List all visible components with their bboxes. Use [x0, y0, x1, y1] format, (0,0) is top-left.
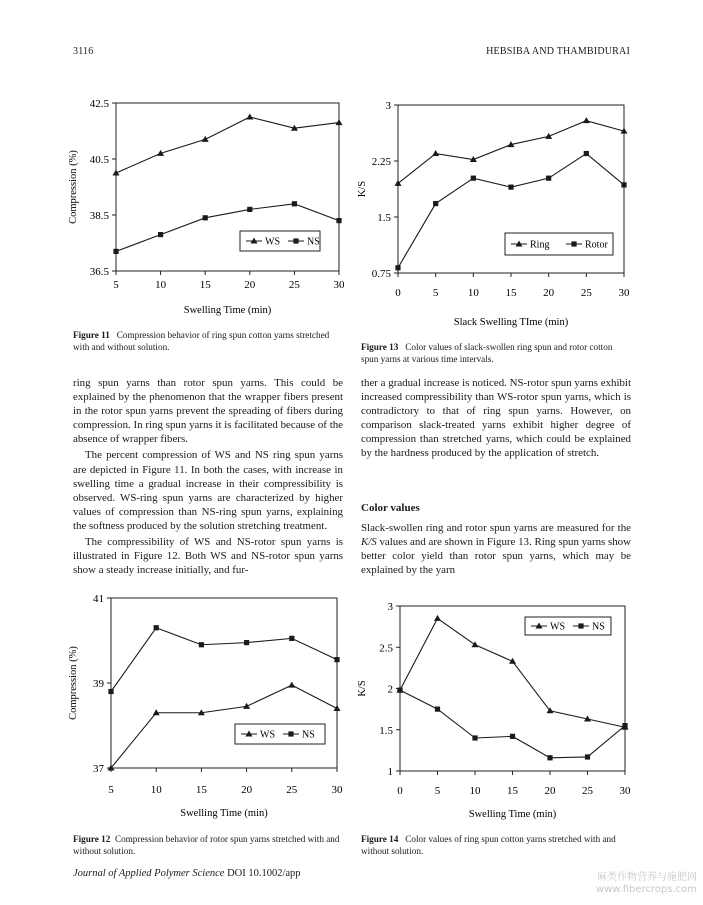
y-tick-label: 40.5: [89, 154, 109, 166]
paragraph: ring spun yarns than rotor spun yarns. This could be explained by the phenomenon that the wrapper fibers present in the rotor spun yarns prevent the spreading of fibers during compression. In ring spun yarns it is facilitated because of the absence of wrapper fibers.: [73, 377, 343, 446]
y-axis-label: K/S: [357, 180, 368, 198]
right-column-text-2: [361, 521, 631, 579]
legend-marker: [578, 623, 583, 628]
x-tick-label: 20: [244, 279, 256, 291]
data-point-rotor: [584, 151, 589, 156]
data-point-ws: [334, 705, 341, 711]
journal-name: Journal of Applied Polymer Science: [73, 868, 225, 879]
legend-label: WS: [265, 236, 280, 248]
data-point-ns: [199, 642, 204, 647]
watermark-line-1: 麻类作物营养与施肥网: [597, 872, 697, 883]
x-tick-label: 15: [507, 785, 518, 797]
data-point-ws: [288, 682, 295, 688]
x-tick-label: 30: [618, 287, 630, 299]
data-point-ws: [434, 615, 441, 621]
ks-term: K/S: [361, 536, 377, 549]
figure-14-caption: [361, 834, 633, 857]
data-point-ns: [247, 207, 252, 212]
x-tick-label: 5: [108, 784, 114, 796]
y-tick-label: 3: [385, 100, 391, 112]
journal-footer: [73, 868, 301, 879]
y-tick-label: 1: [387, 766, 393, 778]
y-tick-label: 37: [93, 763, 104, 775]
y-tick-label: 2.25: [371, 156, 391, 168]
legend-label: Ring: [530, 239, 550, 251]
x-tick-label: 25: [580, 287, 592, 299]
data-point-ns: [203, 215, 208, 220]
x-axis-label: Swelling Time (min): [180, 808, 268, 819]
y-tick-label: 38.5: [89, 210, 109, 222]
x-tick-label: 25: [288, 279, 300, 291]
y-tick-label: 41: [93, 593, 104, 605]
paragraph: ther a gradual increase is noticed. NS-rotor spun yarns exhibit increased compressibility than WS-rotor spun yarns, which is contradictory to that of ring spun yarns. However, on comparison slack-treated yarns exhibit higher degree of compression than stretched yarns, which could be explained by the hardness produced by the application of stretch.: [361, 377, 631, 460]
data-point-ns: [244, 640, 249, 645]
series-line-ns: [111, 628, 337, 692]
x-axis-label: Slack Swelling TIme (min): [453, 317, 569, 328]
x-tick-label: 5: [113, 279, 119, 291]
section-heading-color-values: Color values: [361, 502, 420, 514]
data-point-ns: [334, 657, 339, 662]
legend-label: NS: [307, 236, 320, 248]
data-point-rotor: [546, 176, 551, 181]
data-point-ring: [583, 117, 590, 123]
x-tick-label: 0: [395, 287, 401, 299]
x-tick-label: 20: [543, 287, 555, 299]
y-tick-label: 42.5: [89, 98, 109, 110]
x-tick-label: 30: [333, 279, 345, 291]
data-point-ns: [336, 218, 341, 223]
x-tick-label: 30: [331, 784, 343, 796]
legend-label: NS: [302, 729, 315, 741]
y-tick-label: 0.75: [371, 268, 391, 280]
watermark: [596, 872, 697, 896]
figure-13-caption: [361, 342, 631, 365]
data-point-ws: [243, 703, 250, 709]
legend-marker: [293, 238, 298, 243]
watermark-line-2: www.fibercrops.com: [595, 884, 697, 895]
series-line-ws: [116, 117, 339, 173]
data-point-ws: [472, 641, 479, 647]
data-point-ns: [158, 232, 163, 237]
y-tick-label: 1.5: [377, 212, 391, 224]
legend-label: Rotor: [585, 239, 608, 251]
data-point-ns: [547, 755, 552, 760]
figure-11-chart: [60, 95, 350, 327]
data-point-rotor: [471, 176, 476, 181]
data-point-ns: [289, 636, 294, 641]
page-number: 3116: [73, 46, 94, 57]
data-point-ns: [397, 688, 402, 693]
data-point-ns: [472, 735, 477, 740]
series-line-ring: [398, 121, 624, 184]
data-point-ws: [336, 119, 343, 125]
data-point-rotor: [508, 185, 513, 190]
data-point-ns: [113, 249, 118, 254]
y-axis-label: Compression (%): [68, 150, 79, 224]
data-point-ns: [510, 734, 515, 739]
figure-13-label: Figure 13: [361, 342, 399, 352]
y-tick-label: 3: [387, 601, 393, 613]
data-point-ws: [202, 136, 209, 142]
x-tick-label: 20: [241, 784, 253, 796]
x-axis-label: Swelling Time (min): [183, 305, 272, 316]
series-line-ns: [400, 690, 625, 758]
data-point-ns: [622, 723, 627, 728]
data-point-rotor: [433, 201, 438, 206]
legend-marker: [571, 241, 576, 246]
x-tick-label: 15: [195, 784, 207, 796]
figure-14-label: Figure 14: [361, 834, 399, 844]
data-point-rotor: [395, 265, 400, 270]
data-point-ns: [292, 201, 297, 206]
x-tick-label: 15: [199, 279, 211, 291]
x-tick-label: 10: [467, 287, 479, 299]
y-tick-label: 36.5: [89, 266, 109, 278]
data-point-ns: [585, 754, 590, 759]
x-tick-label: 20: [544, 785, 556, 797]
figure-13-caption-text: Color values of slack-swollen ring spun and rotor cotton spun yarns at various time intervals.: [361, 342, 613, 364]
x-tick-label: 5: [434, 785, 441, 797]
legend-label: WS: [550, 621, 565, 633]
data-point-rotor: [621, 182, 626, 187]
paragraph: The compressibility of WS and NS-rotor spun yarns is illustrated in Figure 12. Both WS and NS-rotor spun yarns show a steady increase initially, and fur-: [73, 536, 343, 577]
legend-label: NS: [592, 621, 605, 633]
y-tick-label: 2: [387, 683, 393, 696]
figure-11-label: Figure 11: [73, 330, 110, 340]
x-tick-label: 0: [397, 785, 403, 797]
figure-14-chart: [355, 596, 645, 828]
data-point-ns: [435, 707, 440, 712]
data-point-ns: [108, 689, 113, 694]
x-axis-label: Swelling Time (min): [468, 809, 557, 820]
y-tick-label: 39: [93, 678, 104, 690]
y-axis-label: Compression (%): [68, 646, 79, 720]
y-axis-label: K/S: [357, 680, 368, 697]
x-tick-label: 15: [505, 287, 517, 299]
legend-marker: [288, 731, 293, 736]
data-point-ws: [246, 114, 253, 120]
left-column-text: [73, 376, 343, 579]
figure-12-chart: [60, 588, 350, 828]
figure-11-caption-text: Compression behavior of ring spun cotton yarns stretched with and without solution.: [73, 330, 330, 352]
figure-13-chart: [355, 95, 645, 338]
running-head: HEBSIBA AND THAMBIDURAI: [486, 46, 630, 57]
y-tick-label: 2.5: [379, 642, 393, 655]
y-tick-label: 1.5: [379, 724, 393, 737]
figure-12-caption-text: Compression behavior of rotor spun yarns stretched with and without solution.: [73, 834, 340, 856]
x-tick-label: 5: [432, 287, 439, 299]
figure-14-caption-text: Color values of ring spun cotton yarns stretched with and without solution.: [361, 834, 616, 856]
right-column-text: [361, 376, 631, 463]
paragraph: The percent compression of WS and NS ring spun yarns are depicted in Figure 11. In both the cases, with increase in swelling time a gradual increase in their compressibility is observed. WS-ring spun yarns are characterized by higher values of compression than NS-ring spun yarns, explaining the softness produced by the solution stretching treatment.: [73, 449, 343, 532]
x-tick-label: 25: [582, 785, 593, 797]
figure-12-caption: [73, 834, 348, 857]
x-tick-label: 30: [619, 785, 631, 797]
figure-12-label: Figure 12: [73, 834, 111, 844]
data-point-ring: [432, 150, 439, 156]
paragraph: Slack-swollen ring and rotor spun yarns are measured for the K/S values and are shown in Figure 13. Ring spun yarns show better color yield than rotor spun yarns, which may be explained by the yarn: [361, 522, 631, 577]
x-tick-label: 25: [286, 784, 298, 796]
x-tick-label: 10: [150, 784, 162, 796]
x-tick-label: 10: [155, 279, 167, 291]
x-tick-label: 10: [469, 785, 481, 797]
doi: DOI 10.1002/app: [227, 868, 301, 879]
legend-label: WS: [260, 729, 275, 741]
data-point-ns: [154, 625, 159, 630]
figure-11-caption: [73, 330, 343, 353]
